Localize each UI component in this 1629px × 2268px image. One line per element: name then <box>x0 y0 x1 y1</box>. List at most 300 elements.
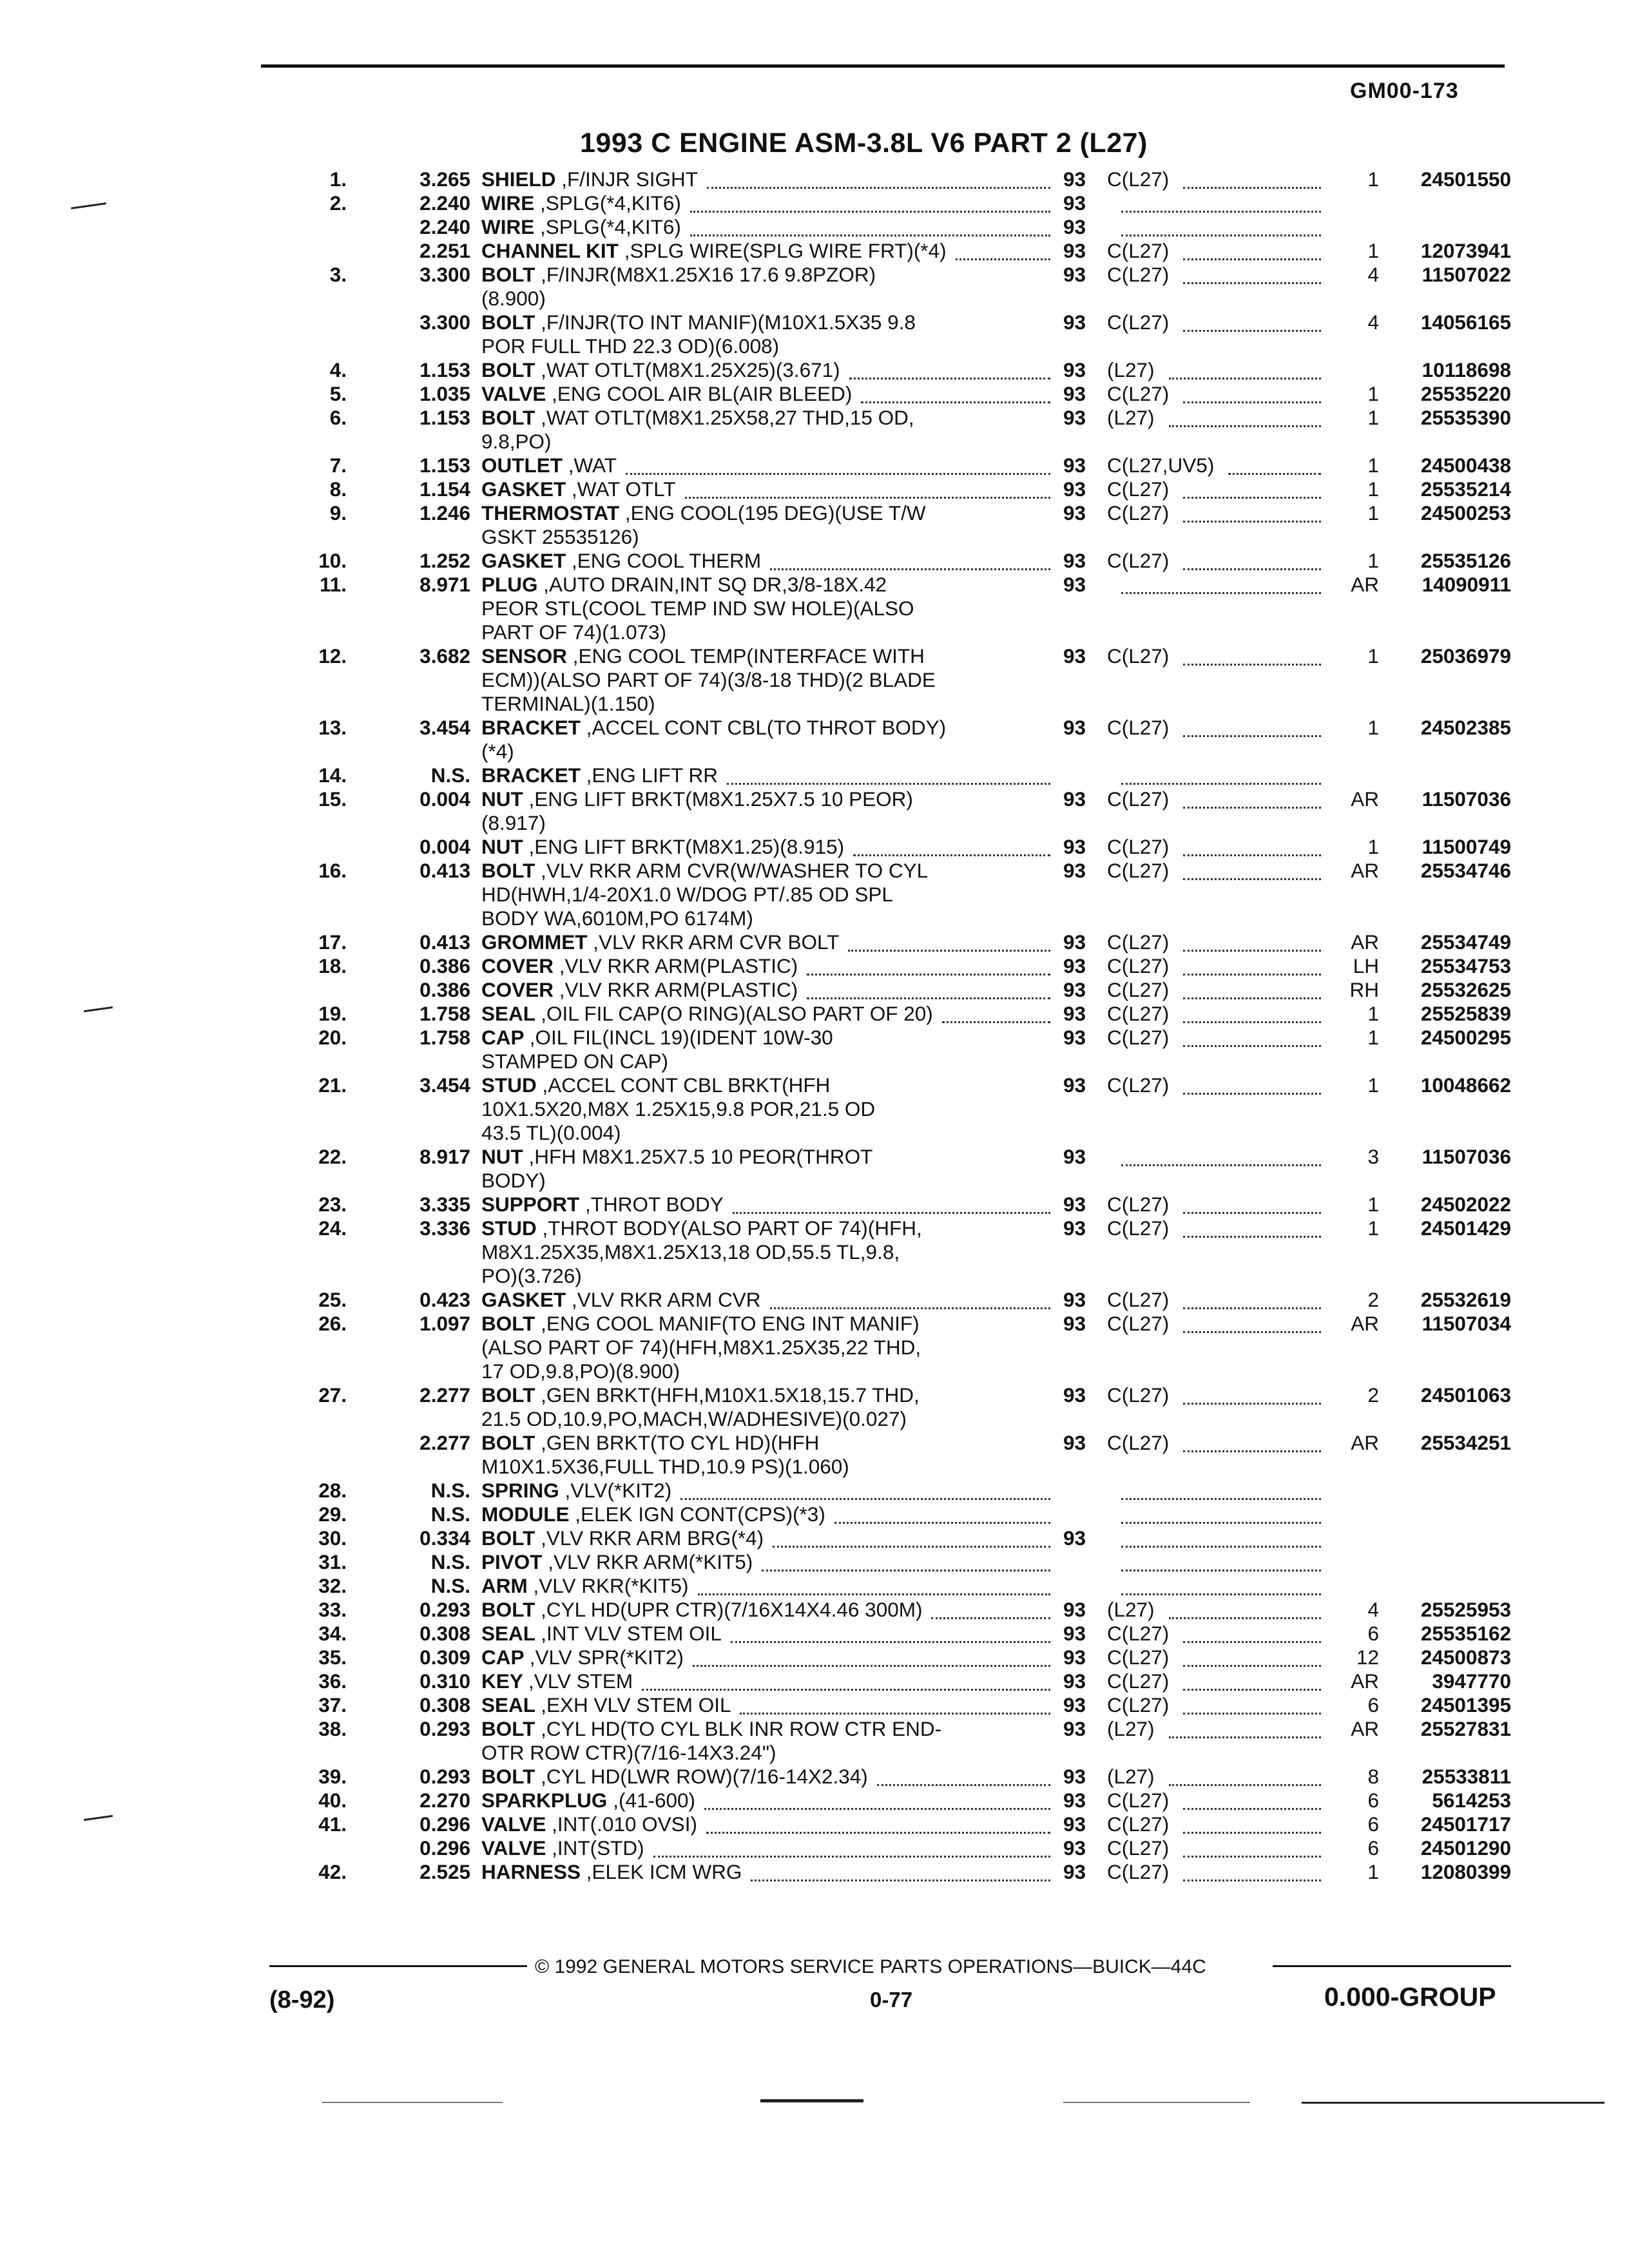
table-row <box>0 1193 1629 1216</box>
part-detail: ,ENG LIFT BRKT(M8X1.25X7.5 10 PEOR) (8.917) <box>481 787 913 834</box>
model-code: (L27) <box>1107 1598 1155 1621</box>
group-number: 0.004 <box>419 835 470 858</box>
dot-leader <box>1121 573 1321 594</box>
part-name: CHANNEL KIT <box>481 239 619 262</box>
part-detail: ,F/INJR SIGHT <box>561 168 699 191</box>
scan-line <box>322 2102 503 2103</box>
dot-leader <box>1183 954 1321 975</box>
item-number: 35. <box>318 1646 347 1669</box>
part-detail: ,THROT BODY <box>585 1193 724 1216</box>
model-code: C(L27) <box>1107 1860 1170 1883</box>
part-detail: ,ENG COOL THERM <box>572 549 762 572</box>
part-name: SEAL <box>481 1622 535 1645</box>
item-number: 13. <box>318 716 347 739</box>
table-row <box>0 1288 1629 1312</box>
model-code: C(L27) <box>1107 1789 1170 1812</box>
model-year: 93 <box>1063 1526 1086 1550</box>
quantity: 6 <box>1367 1789 1379 1812</box>
item-description <box>481 716 1061 764</box>
part-number: 11507022 <box>1422 263 1511 286</box>
group-number: 1.097 <box>419 1312 470 1335</box>
model-year: 93 <box>1063 382 1086 405</box>
quantity: 1 <box>1367 644 1379 668</box>
part-detail: ,GEN BRKT(HFH,M10X1.5X18,15.7 THD, 21.5 OD,10.9,PO,MACH,W/ADHESIVE)(0.027) <box>481 1383 920 1430</box>
part-name: NUT <box>481 835 523 858</box>
part-name: SPARKPLUG <box>481 1789 608 1812</box>
part-detail: ,ENG COOL(195 DEG)(USE T/W GSKT 25535126) <box>481 501 926 548</box>
part-name: SHIELD <box>481 168 556 191</box>
table-row <box>0 1836 1629 1860</box>
quantity: 2 <box>1367 1383 1379 1407</box>
part-name: VALVE <box>481 1812 546 1836</box>
group-number: 3.300 <box>419 263 470 286</box>
footer-date-code: (8-92) <box>269 1986 335 2013</box>
dot-leader <box>1228 454 1321 475</box>
quantity: 6 <box>1367 1836 1379 1860</box>
part-detail: ,HFH M8X1.25X7.5 10 PEOR(THROT BODY) <box>481 1145 873 1192</box>
part-number: 25532619 <box>1420 1288 1511 1311</box>
dot-leader <box>1183 549 1321 570</box>
dot-leader <box>1183 263 1321 284</box>
part-number: 25534746 <box>1420 859 1511 882</box>
dot-leader <box>1169 406 1321 427</box>
part-name: GASKET <box>481 477 566 501</box>
part-name: BOLT <box>481 1431 535 1454</box>
part-number: 25535162 <box>1420 1622 1511 1645</box>
table-row <box>0 1216 1629 1288</box>
part-detail: ,SPLG(*4,KIT6) <box>540 191 681 215</box>
part-detail: ,WAT OTLT(M8X1.25X58,27 THD,15 OD, 9.8,PO) <box>481 406 914 453</box>
quantity: 3 <box>1367 1145 1379 1168</box>
quantity: RH <box>1349 978 1379 1001</box>
part-name: CAP <box>481 1026 524 1049</box>
item-number: 14. <box>318 764 347 787</box>
item-number: 25. <box>318 1288 347 1311</box>
item-number: 12. <box>318 644 347 668</box>
item-description <box>481 311 1061 358</box>
model-year: 93 <box>1063 1598 1086 1621</box>
model-code: C(L27) <box>1107 1073 1170 1097</box>
group-number: 3.454 <box>419 716 470 739</box>
dot-leader <box>1183 1312 1321 1333</box>
group-number: 2.251 <box>419 239 470 262</box>
model-code: C(L27) <box>1107 954 1170 977</box>
part-detail: ,VLV RKR(*KIT5) <box>533 1574 689 1597</box>
model-year: 93 <box>1063 1193 1086 1216</box>
part-detail: ,INT VLV STEM OIL <box>541 1622 722 1645</box>
dot-leader <box>877 1765 1050 1786</box>
quantity: 1 <box>1367 239 1379 262</box>
dot-leader <box>685 477 1050 499</box>
group-number: 2.240 <box>419 215 470 238</box>
dot-leader <box>1121 1479 1321 1500</box>
group-number: 0.386 <box>419 978 470 1001</box>
group-number: 0.386 <box>419 954 470 977</box>
group-number: 0.423 <box>419 1288 470 1311</box>
item-number: 36. <box>318 1669 347 1693</box>
item-number: 28. <box>318 1479 347 1502</box>
model-code: C(L27) <box>1107 239 1170 262</box>
part-name: BOLT <box>481 311 535 334</box>
model-year: 93 <box>1063 1646 1086 1669</box>
table-row <box>0 1145 1629 1193</box>
quantity: 1 <box>1367 716 1379 739</box>
dot-leader <box>861 382 1050 403</box>
dot-leader <box>680 1479 1050 1500</box>
part-detail: ,VLV RKR ARM CVR <box>572 1288 761 1311</box>
part-detail: ,F/INJR(M8X1.25X16 17.6 9.8PZOR) (8.900) <box>481 263 876 310</box>
group-number: 1.035 <box>419 382 470 405</box>
quantity: 6 <box>1367 1693 1379 1716</box>
dot-leader <box>849 358 1050 380</box>
model-year: 93 <box>1063 263 1086 286</box>
item-number: 6. <box>329 406 347 429</box>
dot-leader <box>731 1622 1050 1643</box>
dot-leader <box>1183 1193 1321 1214</box>
item-number: 26. <box>318 1312 347 1335</box>
item-number: 32. <box>318 1574 347 1597</box>
part-number: 24500873 <box>1420 1646 1511 1669</box>
model-year: 93 <box>1063 716 1086 739</box>
quantity: 1 <box>1367 406 1379 429</box>
part-name: PIVOT <box>481 1550 543 1573</box>
dot-leader <box>853 835 1050 856</box>
part-name: COVER <box>481 954 554 977</box>
part-name: GROMMET <box>481 930 588 954</box>
dot-leader <box>1169 1717 1321 1738</box>
model-year: 93 <box>1063 406 1086 429</box>
part-name: BOLT <box>481 1765 535 1788</box>
group-number: N.S. <box>430 1550 470 1573</box>
part-name: WIRE <box>481 215 535 238</box>
quantity: 1 <box>1367 168 1379 191</box>
footer-rule-left <box>269 1965 527 1967</box>
model-code: C(L27) <box>1107 549 1170 572</box>
footer-copyright: © 1992 GENERAL MOTORS SERVICE PARTS OPERATIONS—BUICK—44C <box>535 1956 1206 1977</box>
item-number: 5. <box>329 382 347 405</box>
group-number: 1.252 <box>419 549 470 572</box>
table-row <box>0 215 1629 239</box>
quantity: 12 <box>1356 1646 1379 1669</box>
dot-leader <box>693 1646 1050 1667</box>
group-number: 2.277 <box>419 1383 470 1407</box>
dot-leader <box>1183 787 1321 809</box>
table-row <box>0 1598 1629 1622</box>
dot-leader <box>1183 1622 1321 1643</box>
item-description <box>481 1073 1061 1145</box>
table-row <box>0 1550 1629 1574</box>
table-row <box>0 549 1629 573</box>
part-number: 24501290 <box>1420 1836 1511 1860</box>
model-year: 93 <box>1063 1216 1086 1240</box>
item-number: 7. <box>329 454 347 477</box>
table-row <box>0 191 1629 215</box>
quantity: AR <box>1351 930 1379 954</box>
dot-leader <box>690 215 1050 236</box>
quantity: AR <box>1351 573 1379 596</box>
part-detail: ,ENG LIFT RR <box>586 764 718 787</box>
group-number: 3.682 <box>419 644 470 668</box>
model-year: 93 <box>1063 1789 1086 1812</box>
part-name: BRACKET <box>481 716 581 739</box>
dot-leader <box>1183 382 1321 403</box>
model-year: 93 <box>1063 930 1086 954</box>
group-number: 0.308 <box>419 1693 470 1716</box>
part-name: BOLT <box>481 1383 535 1407</box>
item-number: 29. <box>318 1503 347 1526</box>
part-name: COVER <box>481 978 554 1001</box>
model-code: C(L27) <box>1107 978 1170 1001</box>
model-year: 93 <box>1063 1812 1086 1836</box>
footer-rule-right <box>1273 1965 1511 1967</box>
part-number: 24502022 <box>1420 1193 1511 1216</box>
quantity: AR <box>1351 1312 1379 1335</box>
table-row <box>0 1622 1629 1646</box>
table-row <box>0 382 1629 406</box>
table-row <box>0 787 1629 835</box>
part-detail: ,ACCEL CONT CBL BRKT(HFH 10X1.5X20,M8X 1.25X15,9.8 POR,21.5 OD 43.5 TL)(0.004) <box>481 1073 876 1144</box>
quantity: 1 <box>1367 835 1379 858</box>
quantity: LH <box>1353 954 1379 977</box>
dot-leader <box>1183 716 1321 737</box>
model-year: 93 <box>1063 168 1086 191</box>
part-detail: ,VLV RKR ARM BRG(*4) <box>541 1526 764 1550</box>
group-number: 0.310 <box>419 1669 470 1693</box>
group-number: 1.758 <box>419 1026 470 1049</box>
part-number: 10048662 <box>1420 1073 1511 1097</box>
part-detail: ,ENG COOL TEMP(INTERFACE WITH ECM))(ALSO PART OF 74)(3/8-18 THD)(2 BLADE TERMINAL)(1.150) <box>481 644 936 715</box>
group-number: 0.413 <box>419 859 470 882</box>
part-number: 11500749 <box>1422 835 1511 858</box>
model-year: 93 <box>1063 1836 1086 1860</box>
dot-leader <box>1183 1002 1321 1023</box>
part-number: 11507036 <box>1422 1145 1511 1168</box>
dot-leader <box>653 1836 1050 1858</box>
model-year: 93 <box>1063 549 1086 572</box>
dot-leader <box>1183 1073 1321 1095</box>
model-year: 93 <box>1063 787 1086 811</box>
model-year: 93 <box>1063 1312 1086 1335</box>
part-number: 24500295 <box>1420 1026 1511 1049</box>
item-number: 40. <box>318 1789 347 1812</box>
dot-leader <box>707 168 1050 189</box>
model-year: 93 <box>1063 859 1086 882</box>
part-number: 25535220 <box>1420 382 1511 405</box>
part-name: GASKET <box>481 1288 566 1311</box>
part-name: GASKET <box>481 549 566 572</box>
dot-leader <box>834 1503 1050 1524</box>
model-year: 93 <box>1063 239 1086 262</box>
part-number: 25525839 <box>1420 1002 1511 1025</box>
model-code: C(L27) <box>1107 1288 1170 1311</box>
scan-line <box>1302 2102 1605 2104</box>
table-row <box>0 263 1629 311</box>
model-code: (L27) <box>1107 406 1155 429</box>
part-detail: ,ELEK ICM WRG <box>586 1860 742 1883</box>
quantity: 1 <box>1367 1002 1379 1025</box>
dot-leader <box>733 1193 1050 1214</box>
model-year: 93 <box>1063 1860 1086 1883</box>
model-year: 93 <box>1063 1717 1086 1740</box>
group-number: 3.300 <box>419 311 470 334</box>
table-row <box>0 1073 1629 1145</box>
quantity: 1 <box>1367 1026 1379 1049</box>
dot-leader <box>1183 1836 1321 1858</box>
dot-leader <box>956 239 1050 260</box>
part-name: SEAL <box>481 1693 535 1716</box>
dot-leader <box>1169 358 1321 380</box>
part-number: 25535390 <box>1420 406 1511 429</box>
group-number: 1.153 <box>419 406 470 429</box>
model-year: 93 <box>1063 1288 1086 1311</box>
model-code: C(L27) <box>1107 311 1170 334</box>
part-number: 24501063 <box>1420 1383 1511 1407</box>
item-number: 17. <box>318 930 347 954</box>
part-number: 25532625 <box>1420 978 1511 1001</box>
item-number: 42. <box>318 1860 347 1883</box>
table-row <box>0 1431 1629 1479</box>
dot-leader <box>807 978 1050 999</box>
item-number: 1. <box>329 168 347 191</box>
part-name: BOLT <box>481 1598 535 1621</box>
part-name: WIRE <box>481 191 535 215</box>
item-number: 38. <box>318 1717 347 1740</box>
dot-leader <box>642 1669 1050 1691</box>
part-detail: ,ENG COOL MANIF(TO ENG INT MANIF) (ALSO PART OF 74)(HFH,M8X1.25X35,22 THD, 17 OD,9.8,PO)(8.900) <box>481 1312 921 1383</box>
item-number: 2. <box>329 191 347 215</box>
model-year: 93 <box>1063 1073 1086 1097</box>
table-row <box>0 859 1629 930</box>
part-detail: ,OIL FIL CAP(O RING)(ALSO PART OF 20) <box>541 1002 933 1025</box>
dot-leader <box>1183 1812 1321 1834</box>
model-code: C(L27) <box>1107 263 1170 286</box>
part-number: 24502385 <box>1420 716 1511 739</box>
item-description <box>481 1717 1061 1765</box>
dot-leader <box>762 1550 1050 1571</box>
part-detail: ,F/INJR(TO INT MANIF)(M10X1.5X35 9.8 POR FULL THD 22.3 OD)(6.008) <box>481 311 916 358</box>
group-number: N.S. <box>430 1574 470 1597</box>
model-year: 93 <box>1063 835 1086 858</box>
dot-leader <box>1183 1693 1321 1715</box>
item-number: 11. <box>319 573 347 596</box>
dot-leader <box>1121 1503 1321 1524</box>
table-row <box>0 1860 1629 1884</box>
model-code: C(L27) <box>1107 1026 1170 1049</box>
group-number: 3.265 <box>419 168 470 191</box>
quantity: 1 <box>1367 1860 1379 1883</box>
item-number: 24. <box>318 1216 347 1240</box>
model-code: C(L27) <box>1107 1312 1170 1335</box>
item-description <box>481 1145 1061 1193</box>
table-row <box>0 477 1629 501</box>
quantity: 2 <box>1367 1288 1379 1311</box>
model-code: C(L27) <box>1107 1669 1170 1693</box>
model-year: 93 <box>1063 1693 1086 1716</box>
part-number: 25525953 <box>1420 1598 1511 1621</box>
dot-leader <box>1183 835 1321 856</box>
dot-leader <box>807 954 1050 975</box>
dot-leader <box>1183 501 1321 523</box>
dot-leader <box>1121 1526 1321 1548</box>
group-number: N.S. <box>430 1479 470 1502</box>
model-year: 93 <box>1063 1765 1086 1788</box>
model-code: C(L27) <box>1107 787 1170 811</box>
table-row <box>0 1026 1629 1073</box>
part-name: BOLT <box>481 1717 535 1740</box>
dot-leader <box>1169 1598 1321 1619</box>
item-number: 37. <box>318 1693 347 1716</box>
part-name: BOLT <box>481 1312 535 1335</box>
part-name: NUT <box>481 1145 523 1168</box>
model-code: (L27) <box>1107 1717 1155 1740</box>
dot-leader <box>1183 239 1321 260</box>
model-year: 93 <box>1063 501 1086 524</box>
dot-leader <box>1121 1574 1321 1595</box>
scan-line <box>760 2099 863 2102</box>
part-name: VALVE <box>481 382 546 405</box>
item-number: 33. <box>318 1598 347 1621</box>
model-year: 93 <box>1063 1431 1086 1454</box>
quantity: AR <box>1351 1717 1379 1740</box>
part-detail: ,ENG LIFT BRKT(M8X1.25)(8.915) <box>528 835 845 858</box>
part-number: 5614253 <box>1432 1789 1511 1812</box>
model-year: 93 <box>1063 191 1086 215</box>
table-row <box>0 168 1629 191</box>
dot-leader <box>1183 477 1321 499</box>
part-detail: ,SPLG WIRE(SPLG WIRE FRT)(*4) <box>624 239 947 262</box>
part-name: HARNESS <box>481 1860 581 1883</box>
dot-leader <box>1183 978 1321 999</box>
part-name: MODULE <box>481 1503 570 1526</box>
model-year: 93 <box>1063 1026 1086 1049</box>
model-code: C(L27) <box>1107 716 1170 739</box>
model-year: 93 <box>1063 1669 1086 1693</box>
part-name: SEAL <box>481 1002 535 1025</box>
item-description <box>481 1312 1061 1383</box>
model-code: C(L27) <box>1107 1622 1170 1645</box>
part-name: BOLT <box>481 263 535 286</box>
quantity: 1 <box>1367 501 1379 524</box>
group-number: 0.309 <box>419 1646 470 1669</box>
part-detail: ,ACCEL CONT CBL(TO THROT BODY) (*4) <box>481 716 947 763</box>
item-number: 21. <box>318 1073 347 1097</box>
page-code: GM00-173 <box>1350 79 1459 103</box>
part-detail: ,VLV RKR ARM(PLASTIC) <box>559 954 798 977</box>
page-title: 1993 C ENGINE ASM-3.8L V6 PART 2 (L27) <box>580 128 1148 159</box>
part-detail: ,ELEK IGN CONT(CPS)(*3) <box>575 1503 825 1526</box>
item-number: 19. <box>318 1002 347 1025</box>
quantity: 4 <box>1367 1598 1379 1621</box>
group-number: 2.240 <box>419 191 470 215</box>
group-number: 1.154 <box>419 477 470 501</box>
dot-leader <box>1183 859 1321 880</box>
part-name: SUPPORT <box>481 1193 580 1216</box>
part-detail: ,CYL HD(TO CYL BLK INR ROW CTR END- OTR ROW CTR)(7/16-14X3.24") <box>481 1717 942 1764</box>
part-name: SPRING <box>481 1479 559 1502</box>
table-row <box>0 573 1629 644</box>
dot-leader <box>773 1526 1050 1548</box>
dot-leader <box>770 549 1050 570</box>
group-number: N.S. <box>430 764 470 787</box>
part-detail: ,VLV RKR ARM(*KIT5) <box>548 1550 753 1573</box>
quantity: AR <box>1351 1431 1379 1454</box>
part-number: 25535214 <box>1420 477 1511 501</box>
part-number: 12080399 <box>1420 1860 1511 1883</box>
model-code: C(L27) <box>1107 835 1170 858</box>
part-name: VALVE <box>481 1836 546 1860</box>
model-year: 93 <box>1063 1145 1086 1168</box>
item-description <box>481 859 1061 930</box>
